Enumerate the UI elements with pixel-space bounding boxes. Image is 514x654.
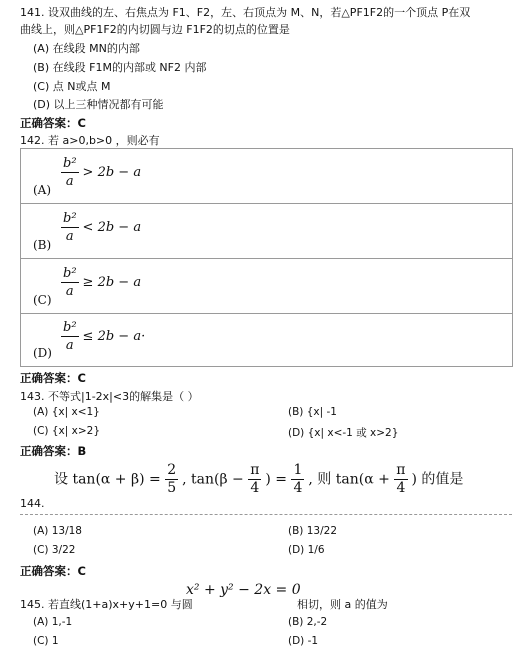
q144-option-c: (C) 3/22: [33, 544, 76, 556]
q141-line2: 曲线上，则△PF1F2的内切圆与边 F1F2的切点的位置是: [20, 23, 290, 36]
q144-formula-mid3: , 则 tan(α +: [308, 471, 395, 488]
q142-option-c-rel: ≥ 2b − a: [82, 275, 142, 290]
q144-frac3-num: 1: [293, 462, 303, 478]
q143-option-a: (A) {x| x<1}: [33, 406, 100, 418]
q144-frac4-den: 4: [396, 480, 406, 496]
q144-answer: 正确答案：C: [20, 564, 86, 578]
q142-option-b-formula: [61, 210, 141, 245]
q144-frac1-num: 2: [167, 462, 177, 478]
q141-option-b: (B) 在线段 F1M的内部或 NF2 内部: [33, 61, 207, 74]
q142-option-d-num: b²: [63, 320, 77, 335]
q144-formula-mid2: ) =: [265, 471, 292, 488]
q142-stem: 142. 若 a>0,b>0 ，则必有: [20, 134, 160, 147]
q141-option-c: (C) 点 N或点 M: [33, 80, 111, 93]
q145-stem-a: 145. 若直线(1+a)x+y+1=0 与圆: [20, 598, 193, 611]
q144-option-b: (B) 13/22: [288, 525, 337, 537]
q142-option-b-label: (B): [33, 238, 52, 252]
q145-option-a: (A) 1,-1: [33, 616, 73, 628]
divider: [20, 514, 512, 515]
q143-option-b: (B) {x| -1: [288, 406, 337, 418]
q142-option-b-num: b²: [63, 211, 77, 226]
q141-option-d: (D) 以上三种情况都有可能: [33, 98, 164, 111]
q144-formula-prefix: 设 tan(α + β) =: [54, 471, 166, 488]
q145-option-c: (C) 1: [33, 635, 59, 647]
q142-option-b-box: [20, 203, 513, 260]
q142-option-a-rel: > 2b − a: [82, 165, 142, 180]
q143-option-c: (C) {x| x>2}: [33, 425, 101, 437]
q143-option-d: (D) {x| x<-1 或 x>2}: [288, 427, 399, 439]
q144-formula: [54, 462, 463, 497]
q144-frac2-den: 4: [250, 480, 260, 496]
q144-frac2-num: π: [250, 462, 260, 478]
q144-option-a: (A) 13/18: [33, 525, 82, 537]
q142-option-d-formula: [61, 319, 145, 354]
q142-option-d-den: a: [65, 338, 74, 353]
q145-option-d: (D) -1: [288, 635, 319, 647]
q144-option-d: (D) 1/6: [288, 544, 325, 556]
q143-stem: 143. 不等式|1-2x|<3的解集是（ ）: [20, 390, 199, 403]
q142-option-d-box: [20, 313, 513, 367]
q145-stem-b: 相切，则 a 的值为: [297, 598, 388, 611]
q144-frac4-num: π: [396, 462, 406, 478]
q144-formula-end: ) 的值是: [411, 471, 464, 488]
q142-option-d-label: (D): [33, 346, 52, 360]
q142-option-b-den: a: [65, 229, 74, 244]
q142-option-a-label: (A): [33, 183, 52, 197]
q142-answer: 正确答案：C: [20, 371, 86, 385]
q141-line1: 141. 设双曲线的左、右焦点为 F1、F2，左、右顶点为 M、N，若△PF1F2的一个顶点 P在双: [20, 6, 471, 19]
q142-option-a-den: a: [65, 174, 74, 189]
q142-option-c-label: (C): [33, 293, 52, 307]
q144-formula-mid1: , tan(β −: [182, 471, 249, 488]
q141-answer: 正确答案：C: [20, 116, 86, 130]
q142-option-c-den: a: [65, 284, 74, 299]
q142-option-a-box: [20, 148, 513, 205]
q145-equation: x² + y² − 2x = 0: [186, 582, 301, 598]
q144-frac3-den: 4: [293, 480, 303, 496]
q143-answer: 正确答案：B: [20, 444, 87, 458]
q142-option-a-formula: [61, 155, 141, 190]
q142-option-b-rel: < 2b − a: [82, 220, 142, 235]
q142-option-a-num: b²: [63, 156, 77, 171]
q144-frac1-den: 5: [167, 480, 177, 496]
q142-option-d-rel: ≤ 2b − a·: [82, 329, 146, 344]
q141-option-a: (A) 在线段 MN的内部: [33, 42, 140, 55]
q144-number: 144.: [20, 497, 45, 510]
q145-option-b: (B) 2,-2: [288, 616, 328, 628]
q142-option-c-box: [20, 258, 513, 315]
q142-option-c-formula: [61, 265, 141, 300]
q142-option-c-num: b²: [63, 266, 77, 281]
